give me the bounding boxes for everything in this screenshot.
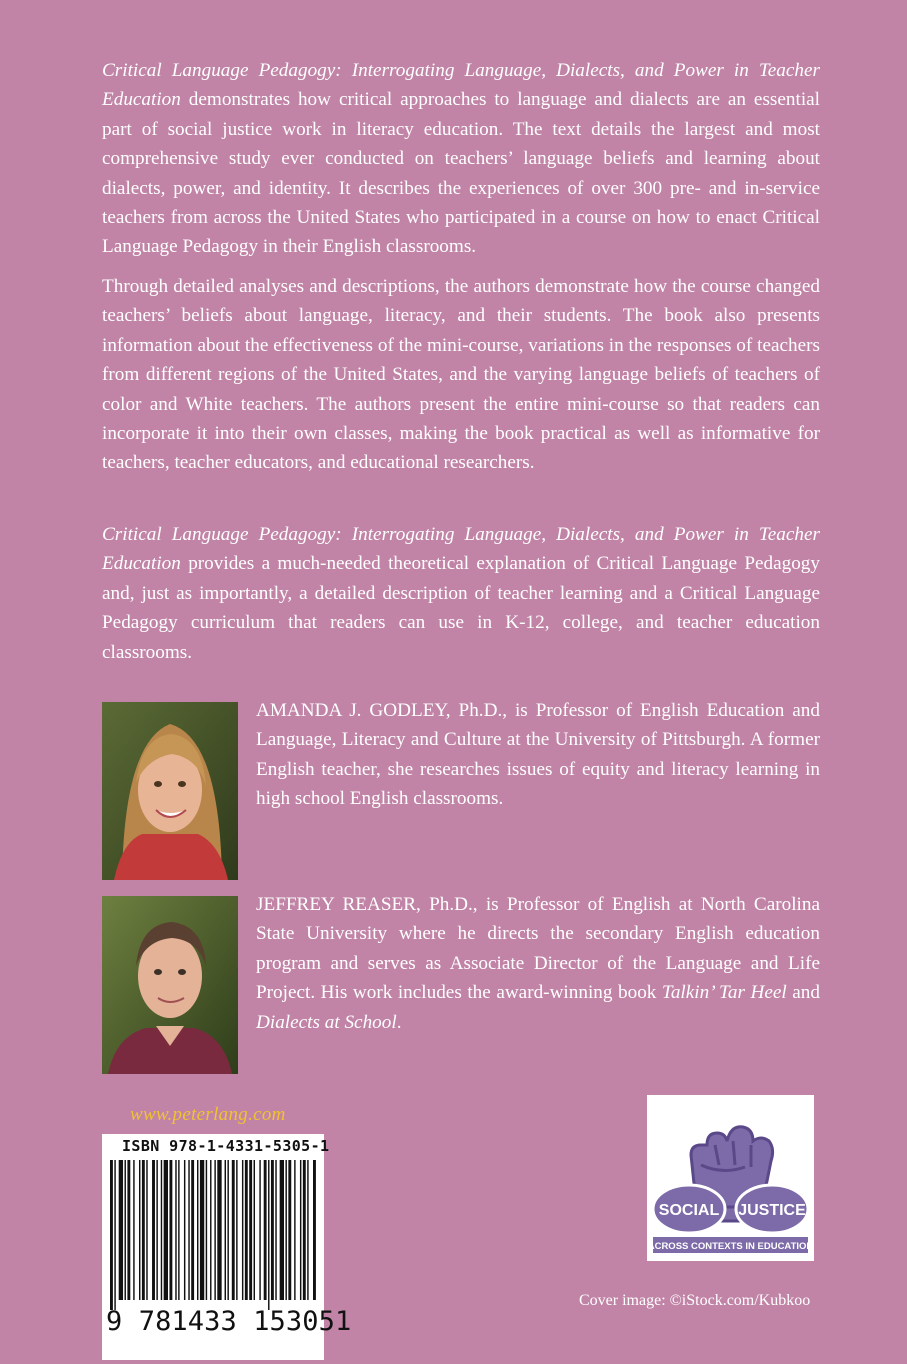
barcode-bar bbox=[280, 1160, 284, 1300]
barcode-bar bbox=[217, 1160, 221, 1300]
barcode-bar bbox=[249, 1160, 252, 1300]
barcode-bar bbox=[152, 1160, 155, 1300]
barcode-bar bbox=[184, 1160, 185, 1300]
barcode-bar bbox=[200, 1160, 204, 1300]
barcode-bar bbox=[139, 1160, 140, 1300]
barcode-bar bbox=[214, 1160, 215, 1300]
barcode-digits: 9 781433 153051 bbox=[106, 1306, 352, 1337]
bio-text: JEFFREY REASER, Ph.D., is Professor of English at North Carolina State University where he directs the secondary English education program and serves as Associate Director of the Language and Life Project. His work includes the award-winning book bbox=[256, 894, 820, 1004]
barcode-bar bbox=[268, 1160, 269, 1310]
barcode-bar bbox=[188, 1160, 189, 1300]
barcode-bar bbox=[175, 1160, 176, 1300]
barcode-bar bbox=[161, 1160, 162, 1300]
barcode-bar bbox=[232, 1160, 235, 1300]
logo-word-social: SOCIAL bbox=[658, 1202, 720, 1219]
barcode-bar bbox=[275, 1160, 276, 1300]
description-text: demonstrates how critical approaches to language and dialects are an essential part of social justice work in literacy education. The text details the largest and most comprehensive study ever conducted on teachers’ language beliefs and learning about dialects, power, and identity. It describes the experiences of over 300 pre- and in-service teachers from across the United States who participated in a course on how to enact Critical Language Pedagogy in their English classrooms. bbox=[102, 89, 820, 258]
barcode-bar bbox=[227, 1160, 228, 1300]
barcode-bar bbox=[271, 1160, 274, 1300]
bio-text: and bbox=[786, 982, 820, 1004]
barcode-bar bbox=[285, 1160, 286, 1300]
logo-tagline: ACROSS CONTEXTS IN EDUCATION bbox=[647, 1241, 814, 1252]
barcode-bar bbox=[300, 1160, 301, 1300]
barcode-bar bbox=[245, 1160, 248, 1300]
barcode-bar bbox=[259, 1160, 260, 1300]
description-paragraph-1 bbox=[102, 56, 820, 262]
book-title-dialects-at-school: Dialects at School bbox=[256, 1011, 397, 1033]
cover-image-credit: Cover image: ©iStock.com/Kubkoo bbox=[579, 1292, 811, 1309]
barcode-bar bbox=[264, 1160, 267, 1300]
barcode-bar bbox=[303, 1160, 306, 1300]
barcode-bar bbox=[307, 1160, 308, 1300]
book-title-talkin-tar-heel: Talkin’ Tar Heel bbox=[661, 982, 787, 1004]
book-title-italic: Critical Language Pedagogy: Interrogating Language, Dialects, and Power in Teacher Education bbox=[102, 524, 820, 575]
bio-text: . bbox=[396, 1011, 402, 1033]
social-justice-logo bbox=[647, 1095, 814, 1261]
barcode-bar bbox=[225, 1160, 226, 1300]
isbn-label: ISBN 978-1-4331-5305-1 bbox=[122, 1137, 330, 1155]
description-text: provides a much-needed theoretical explanation of Critical Language Pedagogy and, just as importantly, a detailed description of teacher learning and a Critical Language Pedagogy curriculum that readers can use in K-12, college, and teacher education classrooms. bbox=[102, 553, 820, 663]
author-bio-reaser bbox=[256, 890, 820, 1037]
author-photo-godley bbox=[102, 702, 238, 880]
barcode-bar bbox=[242, 1160, 243, 1300]
author-bio-godley: AMANDA J. GODLEY, Ph.D., is Professor of English Education and Language, Literacy and Culture at the University of Pittsburgh. A former English teacher, she researches issues of equity and literacy learning in high school English classrooms. bbox=[256, 700, 820, 810]
author-photo-reaser bbox=[102, 896, 238, 1074]
description-paragraph-2: Through detailed analyses and descriptions, the authors demonstrate how the course changed teachers’ beliefs about language, literacy, and their students. The book also presents information about the effectiveness of the mini-course, variations in the responses of teachers from different regions of the United States, and the varying language beliefs of teachers of color and White teachers. The authors present the entire mini-course so that readers can incorporate it into their own classes, making the book practical as well as informative for teachers, teacher educators, and educational researchers. bbox=[102, 276, 820, 474]
barcode-bar bbox=[313, 1160, 316, 1300]
barcode-bar bbox=[294, 1160, 295, 1300]
barcode-bar bbox=[254, 1160, 255, 1300]
publisher-website[interactable]: www.peterlang.com bbox=[130, 1104, 286, 1125]
book-title-italic: Critical Language Pedagogy: Interrogating Language, Dialects, and Power in Teacher Education bbox=[102, 60, 820, 111]
barcode-bar bbox=[178, 1160, 179, 1300]
barcode-bar bbox=[164, 1160, 168, 1300]
barcode-bar bbox=[169, 1160, 172, 1300]
barcode-bar bbox=[146, 1160, 147, 1300]
barcode-bar bbox=[125, 1160, 126, 1300]
barcode-bar bbox=[236, 1160, 237, 1300]
barcode-bar bbox=[206, 1160, 207, 1300]
barcode-bar bbox=[191, 1160, 194, 1300]
barcode-bar bbox=[142, 1160, 145, 1300]
logo-word-justice: JUSTICE bbox=[738, 1202, 806, 1219]
barcode-bar bbox=[133, 1160, 134, 1300]
barcode-bar bbox=[110, 1160, 113, 1310]
description-paragraph-3 bbox=[102, 520, 820, 667]
barcode-bar bbox=[119, 1160, 123, 1300]
barcode-bar bbox=[114, 1160, 115, 1310]
barcode-bar bbox=[210, 1160, 211, 1300]
barcode-bar bbox=[197, 1160, 198, 1300]
barcode-bar bbox=[288, 1160, 291, 1300]
barcode-bar bbox=[127, 1160, 130, 1300]
barcode-bar bbox=[156, 1160, 157, 1300]
